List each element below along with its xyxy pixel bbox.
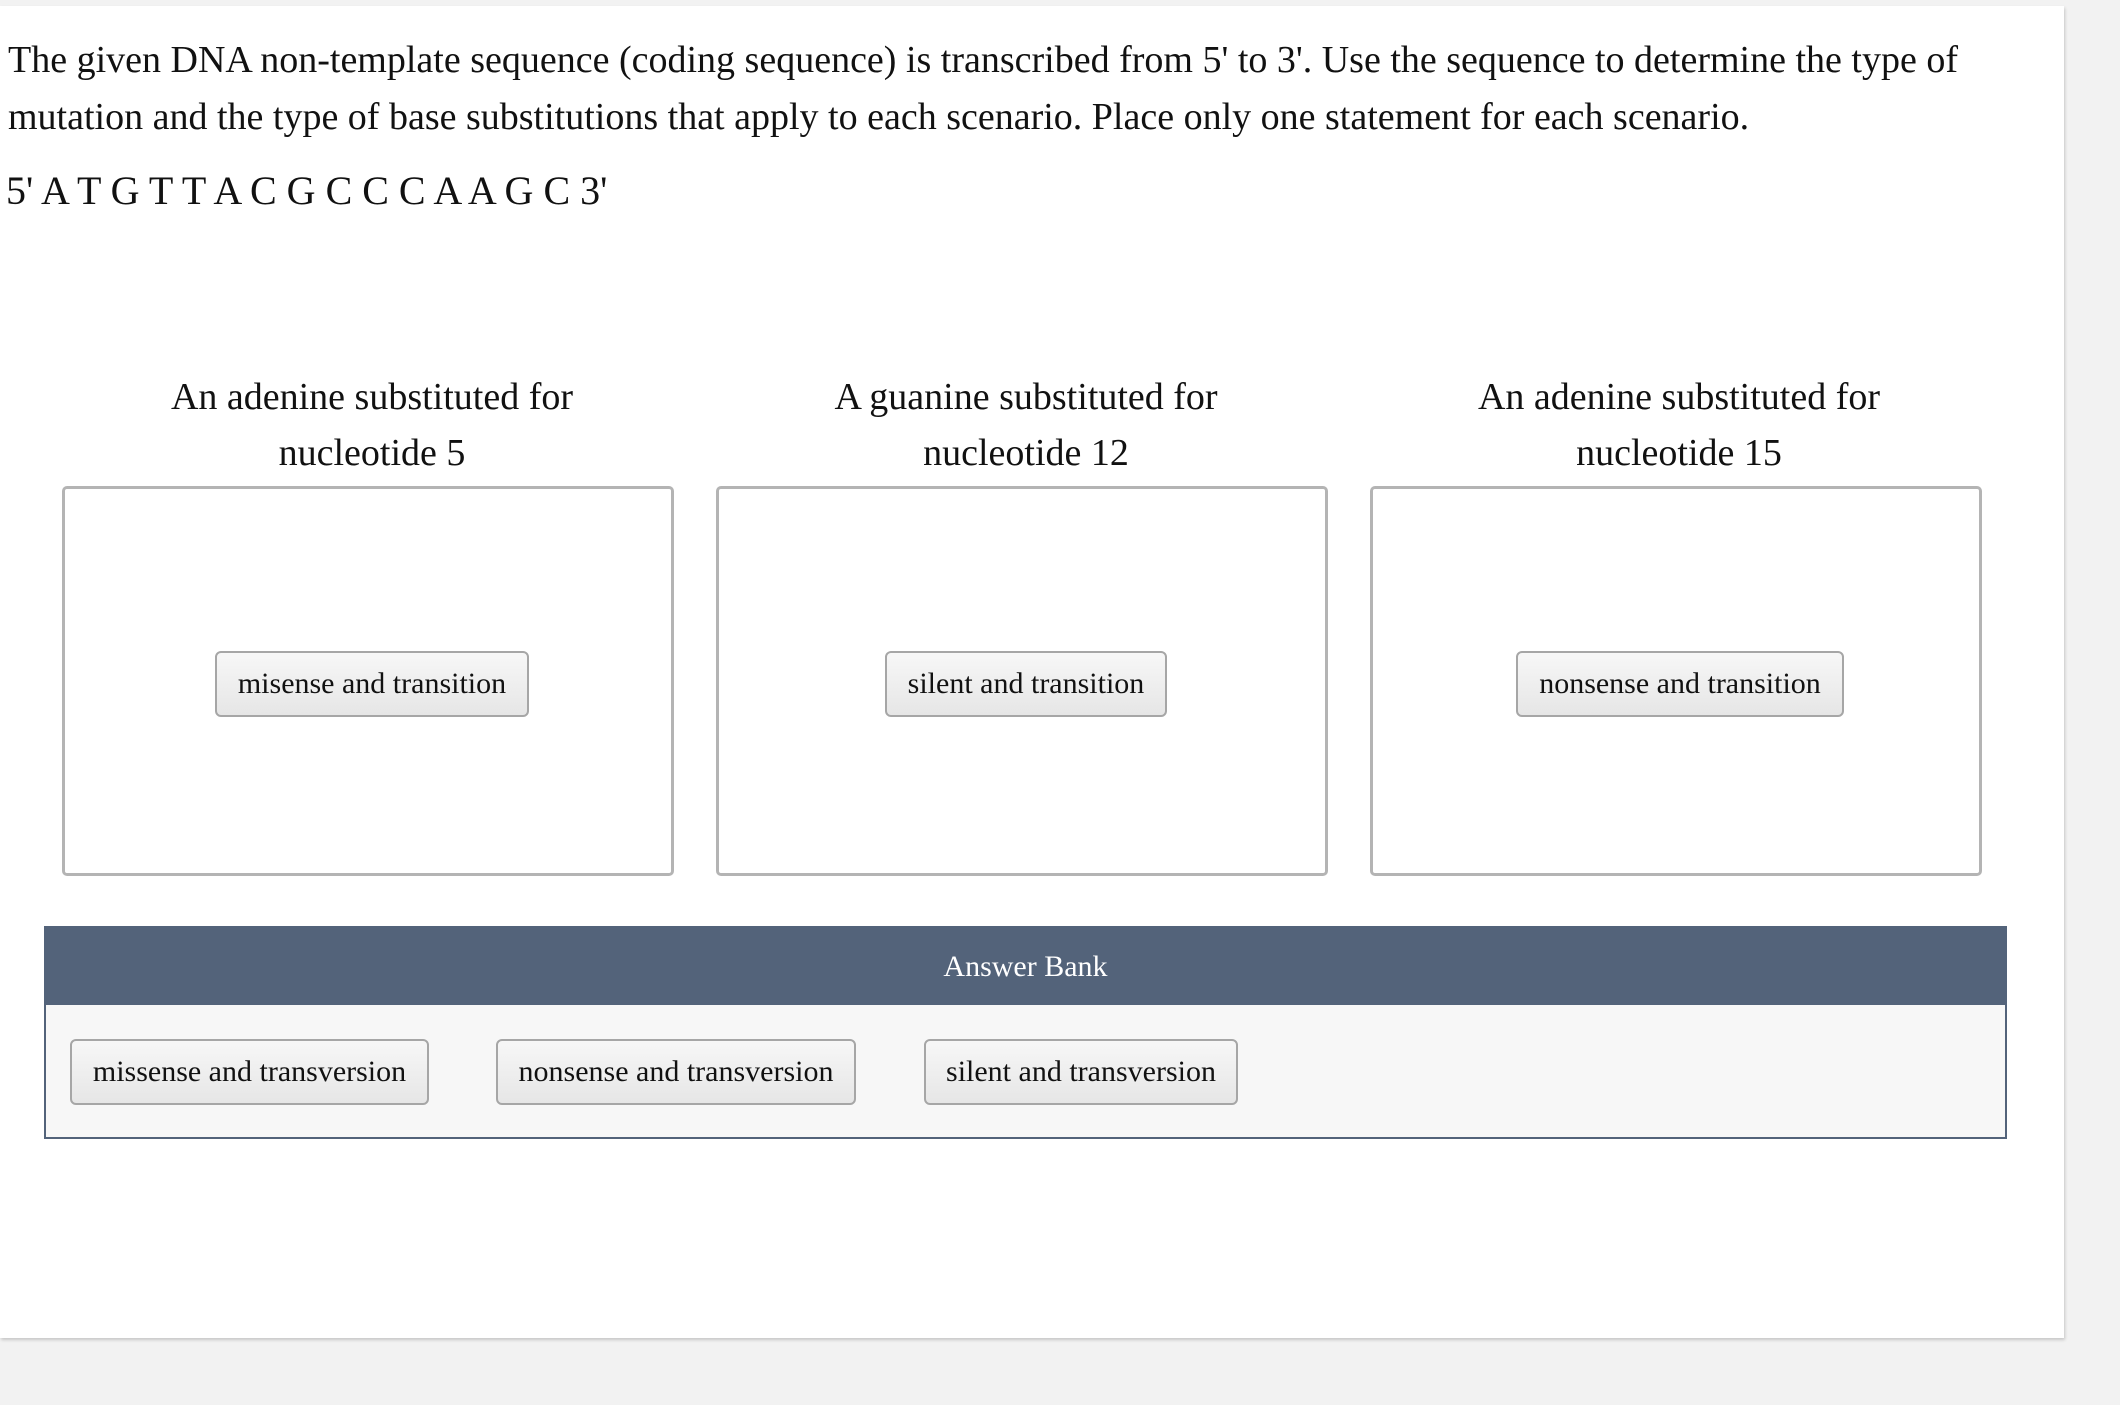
scenario-drop-zone-2[interactable] [716,486,1328,876]
scenario-title-1-line2: nucleotide 5 [278,432,466,474]
scenario-title-3 [1369,369,1989,481]
answer-bank-header: Answer Bank [46,928,2005,1005]
answer-bank-chip-3[interactable]: silent and transversion [924,1039,1238,1105]
scenario-title-2-line2: nucleotide 12 [923,432,1129,474]
scenario-drop-zone-3[interactable] [1370,486,1982,876]
placed-answer-chip-1[interactable]: misense and transition [215,651,529,717]
question-instructions: The given DNA non-template sequence (coding sequence) is transcribed from 5' to 3'. Use the sequence to determine the type of mutation and the type of base substitutions that apply to each scenario. Place only one statement for each scenario. [8,39,1958,138]
scenario-title-1 [62,369,682,481]
placed-answer-chip-3[interactable]: nonsense and transition [1516,651,1844,717]
scenario-title-2-line1: A guanine substituted for [834,376,1218,418]
question-panel [0,6,2064,1338]
dna-sequence: 5' A T G T T A C G C C C A A G C 3' [6,168,608,213]
placed-answer-chip-2[interactable]: silent and transition [885,651,1167,717]
scenario-title-2 [716,369,1336,481]
scenario-title-3-line1: An adenine substituted for [1477,376,1881,418]
answer-bank-chip-1[interactable]: missense and transversion [70,1039,429,1105]
scenario-drop-zone-1[interactable] [62,486,674,876]
answer-bank[interactable] [44,926,2007,1139]
scenario-title-3-line2: nucleotide 15 [1576,432,1782,474]
scenario-title-1-line1: An adenine substituted for [170,376,574,418]
answer-bank-chip-2[interactable]: nonsense and transversion [496,1039,856,1105]
